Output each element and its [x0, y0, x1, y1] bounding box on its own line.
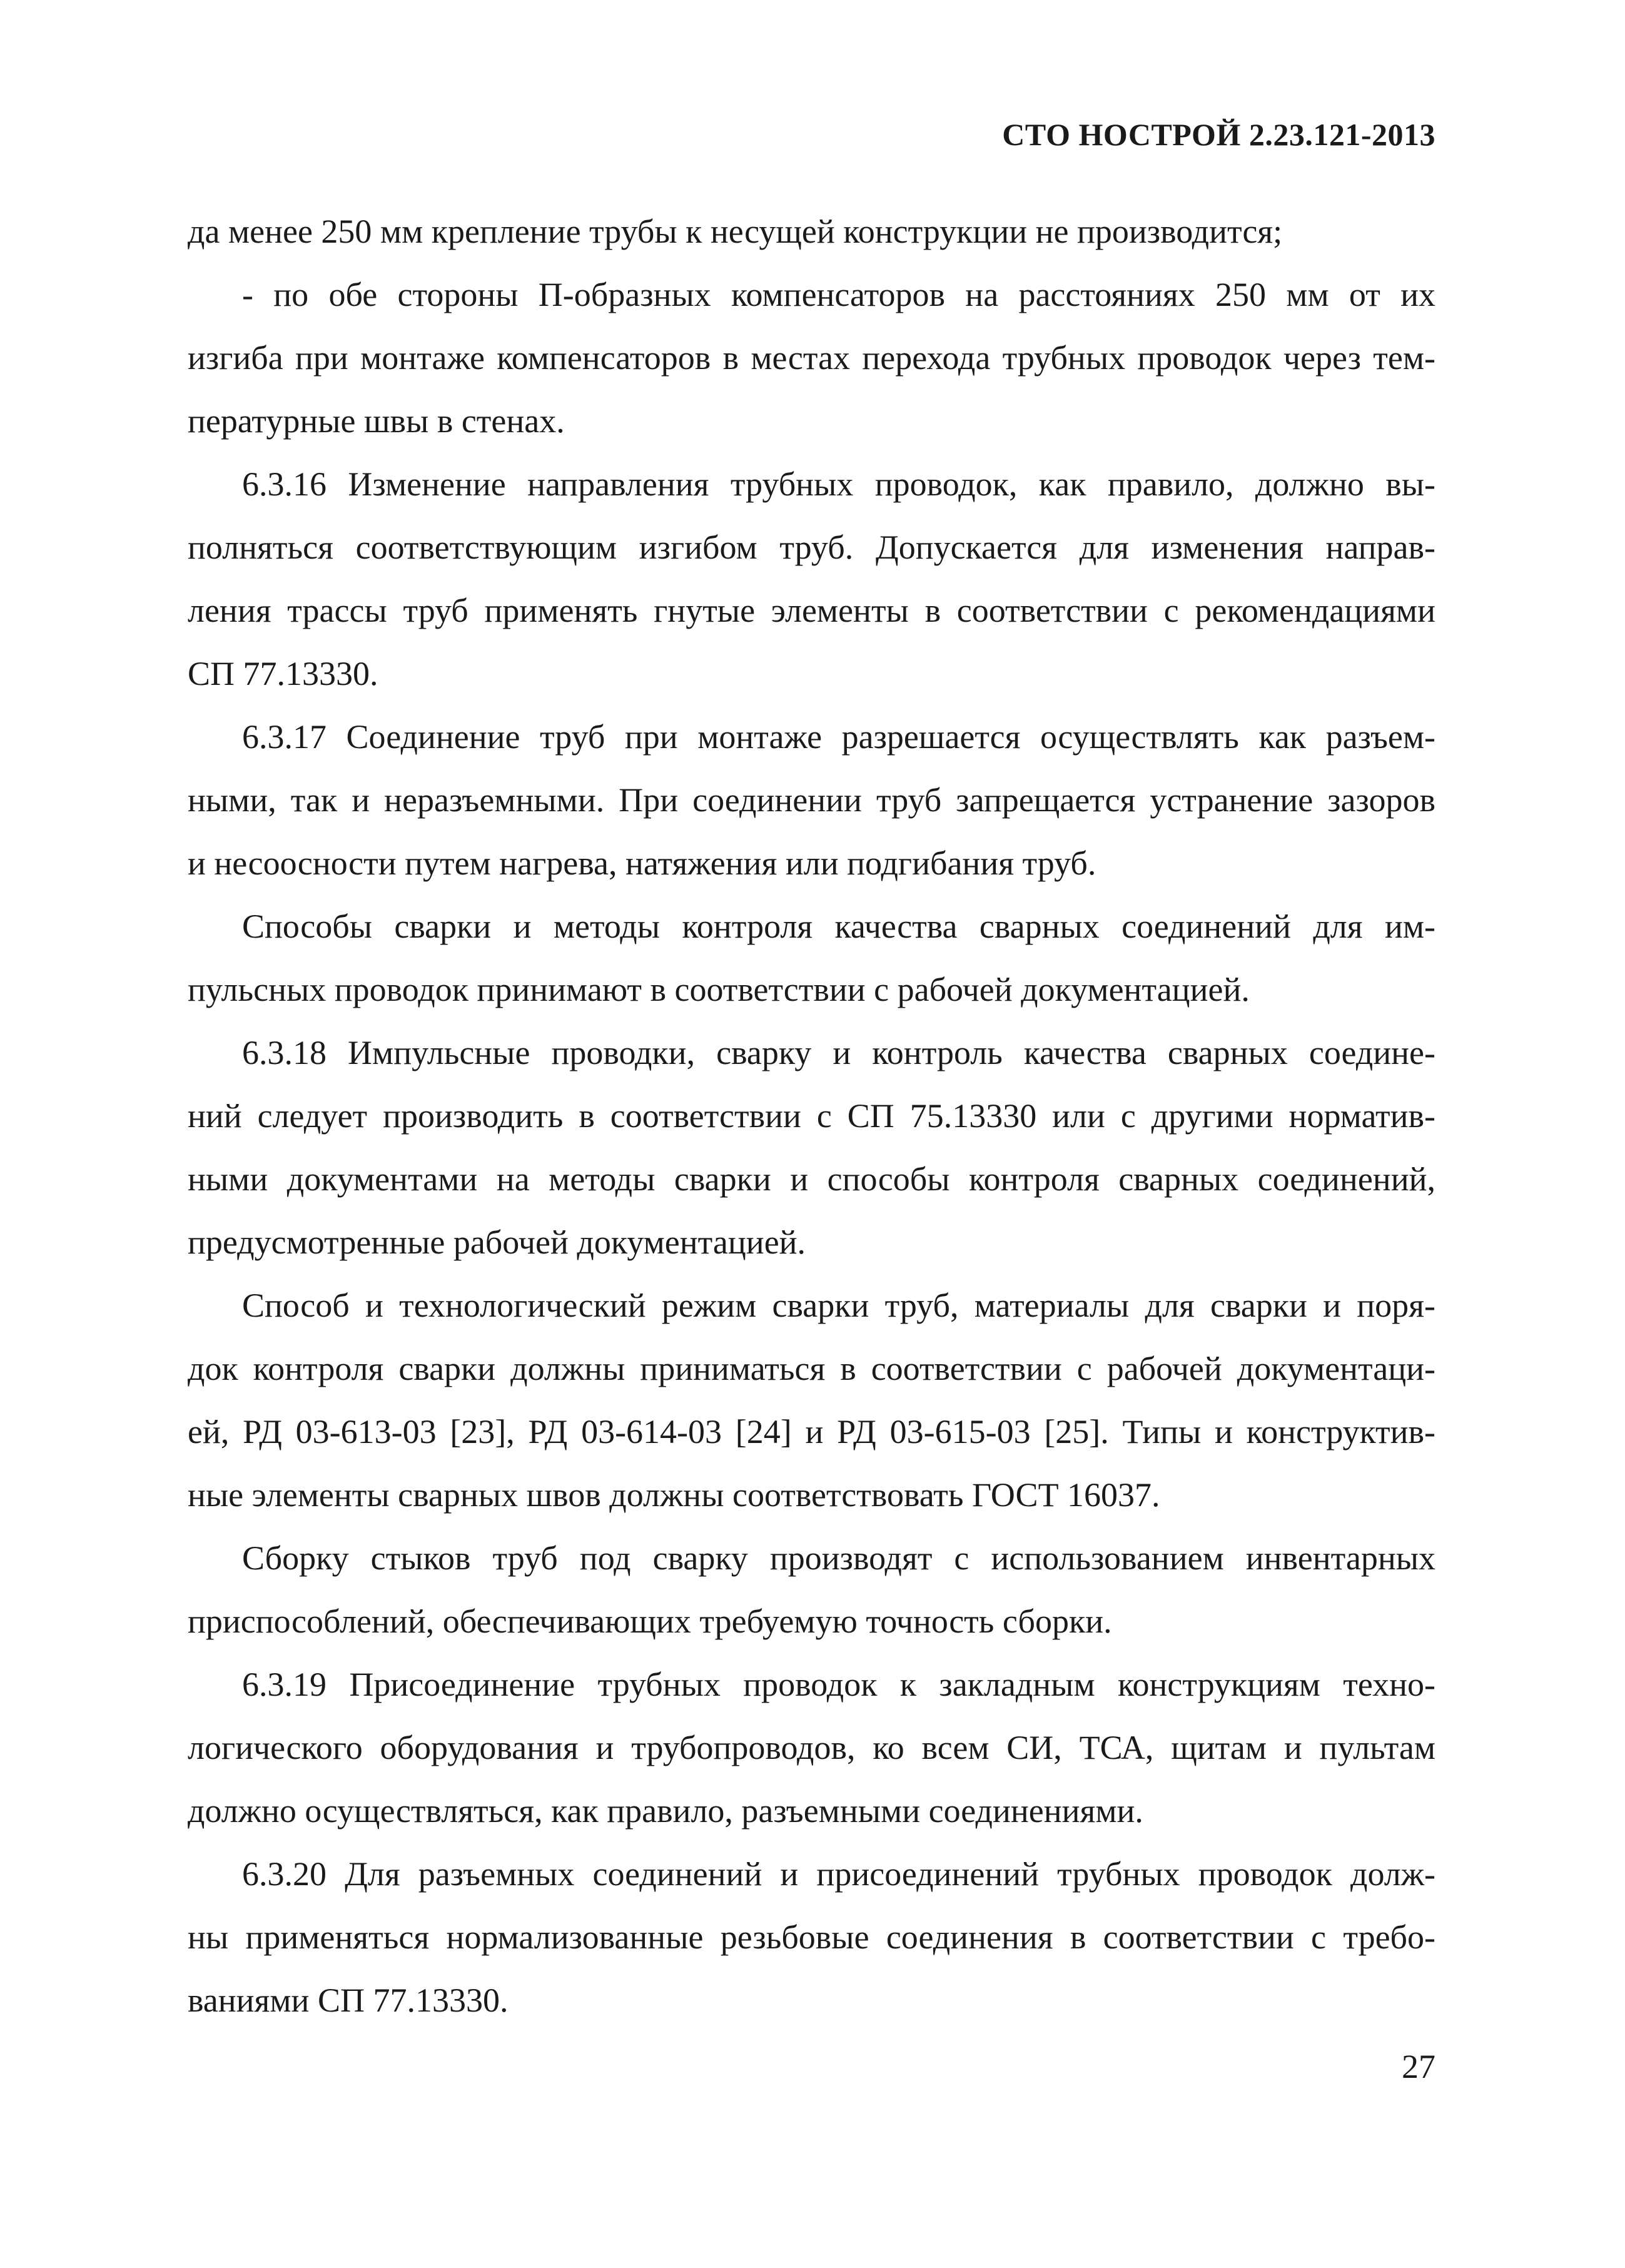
- text-line: ными документами на методы сварки и способы контроля сварных соединений,: [188, 1160, 1435, 1198]
- paragraph: [188, 1021, 1435, 1274]
- page-header-doc-code: СТО НОСТРОЙ 2.23.121-2013: [1002, 117, 1435, 152]
- text-line: ные элементы сварных швов должны соответствовать ГОСТ 16037.: [188, 1476, 1160, 1514]
- text-line: 6.3.18 Импульсные проводки, сварку и контроль качества сварных соедине-: [242, 1034, 1435, 1071]
- text-line: ваниями СП 77.13330.: [188, 1982, 509, 2019]
- text-line: 6.3.19 Присоединение трубных проводок к закладным конструкциям техно-: [242, 1666, 1435, 1703]
- text-line: ей, РД 03-613-03 [23], РД 03-614-03 [24] и РД 03-615-03 [25]. Типы и конструктив-: [188, 1413, 1435, 1450]
- paragraph: [188, 1274, 1435, 1527]
- paragraph: [188, 1653, 1435, 1843]
- text-line: ны применяться нормализованные резьбовые соединения в соответствии с требо-: [188, 1918, 1435, 1956]
- text-line: ний следует производить в соответствии с СП 75.13330 или с другими норматив-: [188, 1097, 1435, 1135]
- text-line: 6.3.16 Изменение направления трубных проводок, как правило, должно вы-: [242, 465, 1435, 503]
- text-line: 6.3.17 Соединение труб при монтаже разрешается осуществлять как разъем-: [242, 718, 1435, 756]
- text-line: ными, так и неразъемными. При соединении труб запрещается устранение зазоров: [188, 781, 1435, 819]
- text-line: док контроля сварки должны приниматься в соответствии с рабочей документаци-: [188, 1350, 1435, 1387]
- text-line: Способ и технологический режим сварки труб, материалы для сварки и поря-: [242, 1287, 1435, 1324]
- text-line: ления трассы труб применять гнутые элементы в соответствии с рекомендациями: [188, 592, 1435, 629]
- paragraph: [188, 263, 1435, 453]
- text-line: должно осуществляться, как правило, разъемными соединениями.: [188, 1792, 1143, 1830]
- paragraph: [188, 895, 1435, 1021]
- text-line: Сборку стыков труб под сварку производят с использованием инвентарных: [242, 1539, 1435, 1577]
- page-number: 27: [1402, 2048, 1435, 2085]
- paragraph: [188, 453, 1435, 706]
- text-line: Способы сварки и методы контроля качества сварных соединений для им-: [242, 908, 1435, 945]
- paragraph: [188, 1527, 1435, 1653]
- text-line: СП 77.13330.: [188, 655, 378, 692]
- text-line: логического оборудования и трубопроводов, ко всем СИ, ТСА, щитам и пультам: [188, 1729, 1435, 1766]
- text-line: пульсных проводок принимают в соответствии с рабочей документацией.: [188, 971, 1250, 1008]
- text-line: да менее 250 мм крепление трубы к несущей конструкции не производится;: [188, 213, 1283, 250]
- paragraph: [188, 1843, 1435, 2032]
- text-line: пературные швы в стенах.: [188, 402, 565, 440]
- text-line: - по обе стороны П-образных компенсаторов на расстояниях 250 мм от их: [242, 276, 1435, 313]
- text-line: изгиба при монтаже компенсаторов в местах перехода трубных проводок через тем-: [188, 339, 1435, 377]
- text-line: и несоосности путем нагрева, натяжения или подгибания труб.: [188, 844, 1096, 882]
- paragraph: [188, 706, 1435, 895]
- text-line: приспособлений, обеспечивающих требуемую точность сборки.: [188, 1602, 1112, 1640]
- document-body: [188, 200, 1435, 2032]
- text-line: полняться соответствующим изгибом труб. Допускается для изменения направ-: [188, 529, 1435, 566]
- text-line: предусмотренные рабочей документацией.: [188, 1223, 806, 1261]
- text-line: 6.3.20 Для разъемных соединений и присоединений трубных проводок долж-: [242, 1855, 1435, 1893]
- paragraph: [188, 200, 1435, 263]
